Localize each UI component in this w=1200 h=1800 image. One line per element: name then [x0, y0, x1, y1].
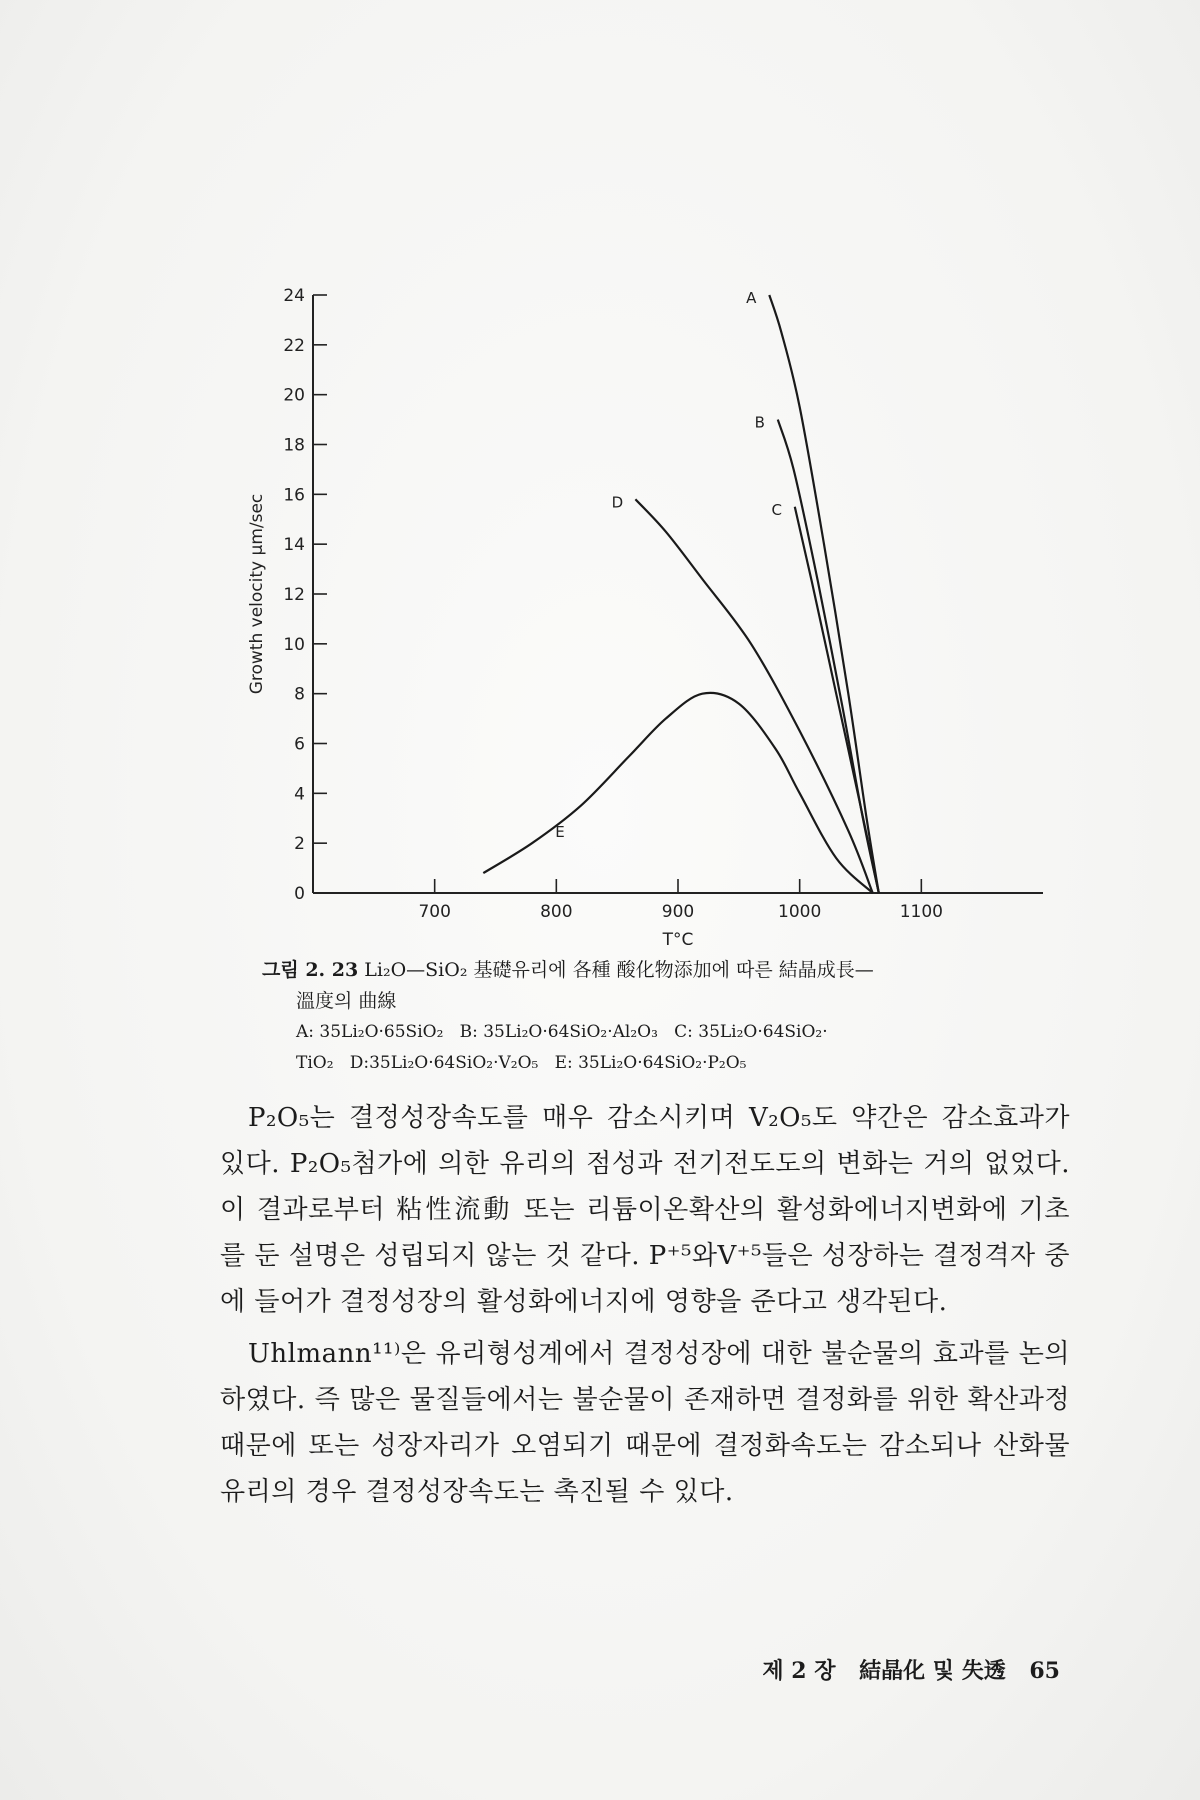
curve-label-a: A [746, 289, 757, 307]
legend-d: D:35Li₂O·64SiO₂·V₂O₅ [349, 1053, 539, 1073]
running-footer [720, 1654, 1060, 1685]
y-tick-label-6: 6 [294, 734, 305, 755]
footer-title: 結晶化 및 失透 [859, 1658, 1006, 1684]
x-tick-label-1000: 1000 [778, 902, 822, 922]
chart-labels [247, 289, 782, 950]
y-tick-label-14: 14 [283, 535, 305, 556]
curve-label-d: D [611, 493, 624, 512]
chart-ticks [283, 286, 943, 922]
y-tick-label-4: 4 [294, 784, 305, 805]
y-tick-label-24: 24 [283, 286, 305, 306]
body-text [220, 1095, 1070, 1515]
figure-caption [262, 955, 1062, 1079]
curve-label-c: C [771, 500, 783, 519]
caption-title-cont: 溫度의 曲線 [296, 990, 397, 1012]
legend-a: A: 35Li₂O·65SiO₂ [296, 1022, 444, 1042]
y-tick-label-18: 18 [283, 435, 305, 456]
y-tick-label-0: 0 [294, 884, 305, 904]
y-tick-label-22: 22 [283, 335, 305, 356]
legend-e: E: 35Li₂O·64SiO₂·P₂O₅ [554, 1053, 747, 1073]
legend-c: C: 35Li₂O·64SiO₂· [674, 1022, 828, 1042]
curve-label-b: B [754, 413, 765, 432]
x-axis-label: T°C [662, 930, 694, 950]
x-tick-label-900: 900 [661, 902, 695, 922]
paragraph-1: P₂O₅는 결정성장속도를 매우 감소시키며 V₂O₅도 약간은 감소효과가 있다. P₂O₅첨가에 의한 유리의 점성과 전기전도도의 변화는 거의 없었다. 이 결과로부터 粘性流動 또는 리튬이온확산의 활성화에너지변화에 기초를 둔 설명은 성립되지 않는 것 같다. P⁺⁵와V⁺⁵들은 성장하는 결정격자 중에 들어가 결정성장의 활성화에너지에 영향을 준다고 생각된다. [220, 1103, 1070, 1317]
curve-a [769, 295, 879, 893]
paragraph-2: Uhlmann¹¹⁾은 유리형성계에서 결정성장에 대한 불순물의 효과를 논의하였다. 즉 많은 물질들에서는 불순물이 존재하면 결정화를 위한 확산과정 때문에 또는 성장자리가 오염되기 때문에 결정화속도는 감소되나 산화물유리의 경우 결정성장속도는 촉진될 수 있다. [220, 1339, 1070, 1507]
y-tick-label-8: 8 [294, 684, 305, 705]
x-tick-label-800: 800 [540, 902, 573, 922]
caption-title: Li₂O—SiO₂ 基礎유리에 各種 酸化物添加에 따른 結晶成長— [364, 959, 874, 981]
curve-label-e: E [555, 823, 565, 842]
page-number: 65 [1029, 1658, 1060, 1684]
legend-c-cont: TiO₂ [296, 1053, 334, 1073]
legend-b: B: 35Li₂O·64SiO₂·Al₂O₃ [459, 1022, 658, 1042]
chart-curves [483, 295, 879, 893]
y-tick-label-10: 10 [283, 634, 305, 655]
y-tick-label-12: 12 [283, 585, 305, 605]
y-tick-label-2: 2 [294, 834, 305, 855]
y-tick-label-16: 16 [283, 485, 305, 506]
x-tick-label-700: 700 [418, 902, 451, 922]
x-tick-label-1100: 1100 [899, 902, 943, 922]
curve-e [483, 693, 872, 893]
curve-c [795, 507, 879, 893]
y-axis-label: Growth velocity μm/sec [247, 493, 267, 695]
chart-axes [313, 295, 1043, 893]
caption-number: 그림 2. 23 [262, 959, 359, 981]
footer-chapter: 제 2 장 [762, 1658, 836, 1684]
y-tick-label-20: 20 [283, 385, 305, 406]
